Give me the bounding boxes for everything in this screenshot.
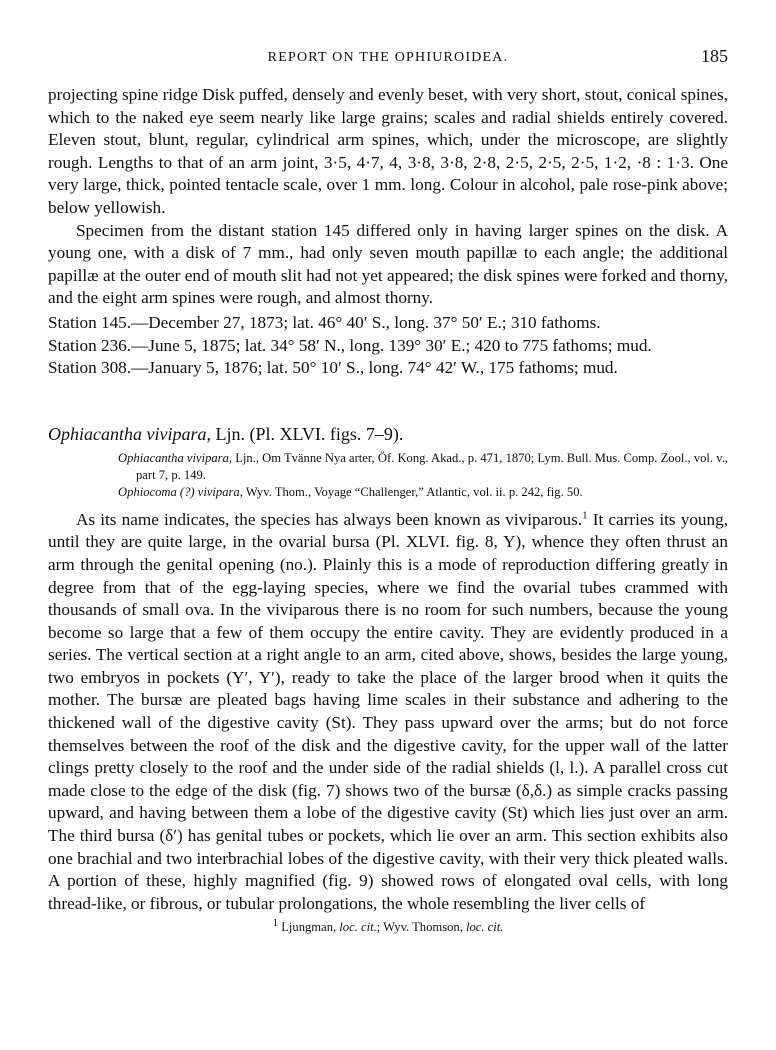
footnote-text: ; Wyv. Thomson,: [376, 920, 466, 935]
footnote-text: Ljungman,: [278, 920, 340, 935]
station-entry: Station 236.—June 5, 1875; lat. 34° 58′ N., long. 139° 30′ E.; 420 to 775 fathoms; mud.: [48, 335, 652, 355]
station-list: [48, 312, 728, 380]
body-text: [48, 509, 728, 916]
synonym-entry: [118, 484, 728, 501]
specimen-paragraph: Specimen from the distant station 145 differed only in having larger spines on the disk. A young one, with a disk of 7 mm., had only seven mouth papillæ to each angle; the additional papillæ at the outer end of mouth slit had not yet appeared; the disk spines were forked and thorny, and the eight arm spines were rough, and almost thorny.: [48, 220, 728, 308]
running-head: [48, 44, 728, 70]
station-entry: Station 308.—January 5, 1876; lat. 50° 10′ S., long. 74° 42′ W., 175 fathoms; mud.: [48, 358, 618, 378]
synonym-reference: , Ljn., Om Tvänne Nya arter, Öf. Kong. Akad., p. 471, 1870; Lym. Bull. Mus. Comp. Zool., vol. v., part 7, p. 149.: [136, 450, 728, 482]
body-paragraph: [48, 509, 728, 916]
synonymy-list: [48, 450, 728, 501]
body-text-start: As its name indicates, the species has always been known as viviparous.: [76, 509, 583, 529]
description-paragraph: projecting spine ridge Disk puffed, densely and evenly beset, with very short, stout, conical spines, which to the naked eye seem nearly like large grains; scales and radial shields entirely covered. Eleven stout, blunt, regular, cylindrical arm spines, which, under the microscope, are slightly rough. Lengths to that of an arm joint, 3·5, 4·7, 4, 3·8, 3·8, 2·8, 2·5, 2·5, 2·5, 1·2, ·8 : 1·3. One very large, thick, pointed tentacle scale, over 1 mm. long. Colour in alcohol, pale rose-pink above; below yellowish.: [48, 85, 728, 217]
species-heading: [48, 422, 728, 446]
footnote-loc-cit: loc. cit.: [466, 920, 504, 935]
footnote-marker: 1: [272, 917, 279, 930]
species-citation: , Ljn. (Pl. XLVI. figs. 7–9).: [206, 423, 404, 444]
synonym-name: Ophiacantha vivipara: [118, 450, 229, 465]
synonym-name: Ophiocoma (?) vivipara: [118, 484, 240, 499]
page: [48, 44, 728, 935]
footnote-loc-cit: loc. cit.: [339, 920, 377, 935]
synonym-entry: [118, 450, 728, 484]
footnote-reference: 1: [582, 508, 588, 521]
body-text-rest: It carries its young, until they are quite large, in the ovarial bursa (Pl. XLVI. fig. 8, Y), whence they often thrust an arm through the genital opening (no.). Plainly this is a mode of reproduction differing greatly in degree from that of the egg-laying species, where we find the ovarial tubes crammed with thousands of small ova. In the viviparous there is no room for such numbers, because the young become so large that a few of them occupy the entire cavity. They are evidently produced in a series. The vertical section at a right angle to an arm, cited above, shows, besides the large young, two embryos in pockets (Y′, Y′), ready to take the place of the larger brood when it quits the mother. The bursæ are pleated bags having lime scales in their substance and adhering to the thickened wall of the digestive cavity (St). They pass upward over the arms; but do not force themselves between the roof of the disk and the digestive cavity, for the upper wall of the latter clings pretty closely to the roof and the under side of the radial shields (l, l.). A parallel cross cut made close to the edge of the disk (fig. 7) shows two of the bursæ (δ,δ.) as simple cracks passing upward, and having between them a lobe of the digestive cavity (St) which lies just over an arm. The third bursa (δ′) has genital tubes or pockets, which lie over an arm. This section exhibits also one brachial and two interbrachial lobes of the digestive cavity, with their very thick pleated walls. A portion of these, highly magnified (fig. 9) showed rows of elongated oval cells, with long thread-like, or fibrous, or tubular prolongations, the whole resembling the liver cells of: [48, 509, 728, 913]
running-title: REPORT ON THE OPHIUROIDEA.: [267, 50, 509, 65]
footnote: [48, 919, 728, 935]
species-name: Ophiacantha vivipara: [48, 423, 207, 444]
synonym-reference: , Wyv. Thom., Voyage “Challenger,” Atlantic, vol. ii. p. 242, fig. 50.: [239, 484, 583, 499]
page-number: 185: [701, 46, 728, 66]
station-entry: Station 145.—December 27, 1873; lat. 46° 40′ S., long. 37° 50′ E.; 310 fathoms.: [48, 312, 601, 332]
